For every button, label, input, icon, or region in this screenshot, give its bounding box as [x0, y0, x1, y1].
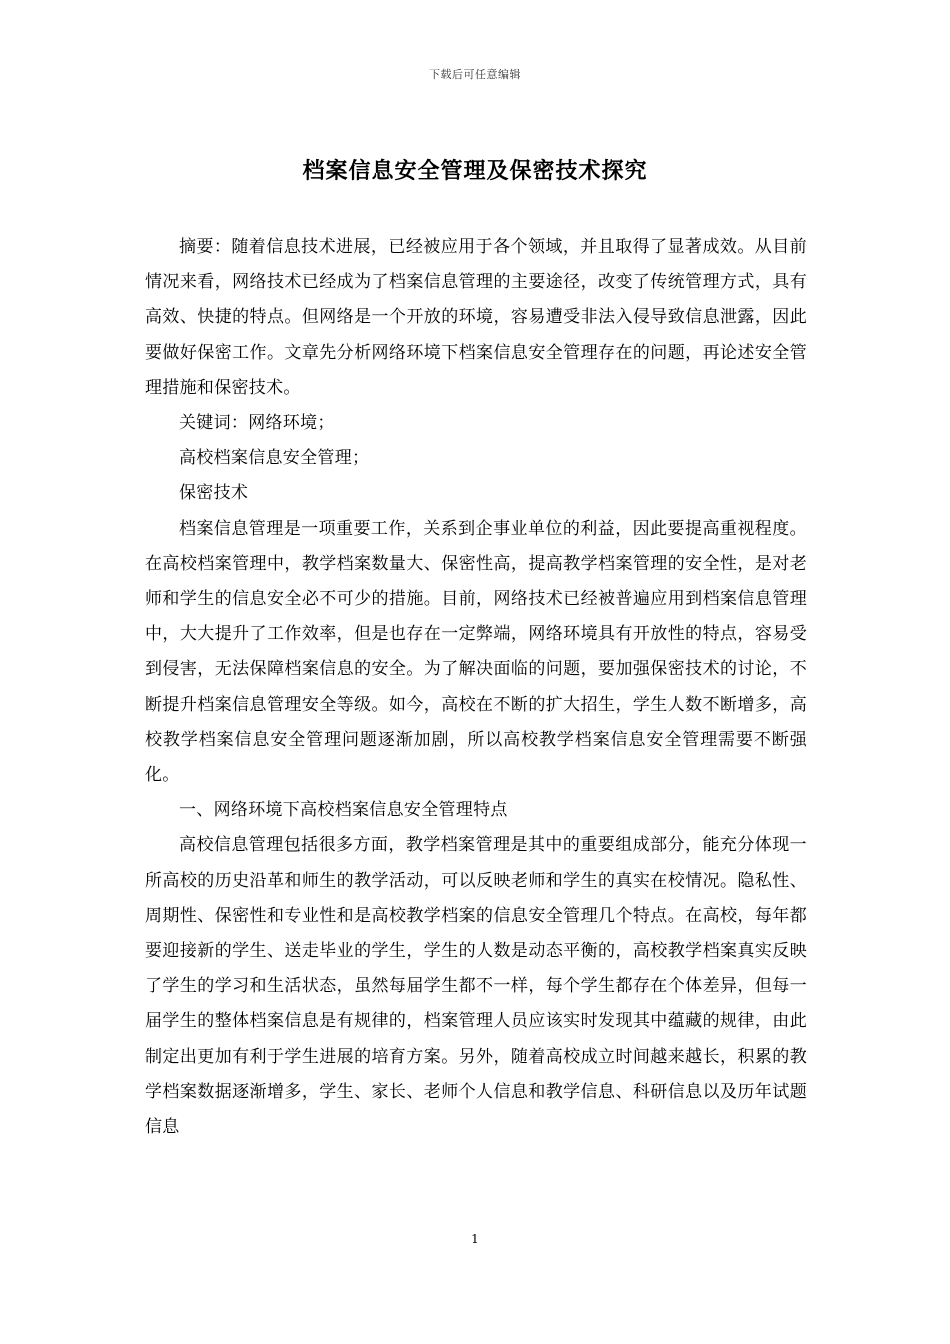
- intro-paragraph: 档案信息管理是一项重要工作，关系到企事业单位的利益，因此要提高重视程度。在高校档案管理中，教学档案数量大、保密性高，提高教学档案管理的安全性，是对老师和学生的信息安全必不可少的措施。目前，网络技术已经被普遍应用到档案信息管理中，大大提升了工作效率，但是也存在一定弊端，网络环境具有开放性的特点，容易受到侵害，无法保障档案信息的安全。为了解决面临的问题，要加强保密技术的讨论，不断提升档案信息管理安全等级。如今，高校在不断的扩大招生，学生人数不断增多，高校教学档案信息安全管理问题逐渐加剧，所以高校教学档案信息安全管理需要不断强化。: [145, 518, 807, 786]
- page-number: 1: [471, 1232, 479, 1246]
- keywords-line-2: 高校档案信息安全管理；: [179, 448, 370, 469]
- section-heading-1: 一、网络环境下高校档案信息安全管理特点: [179, 800, 508, 821]
- document-title: 档案信息安全管理及保密技术探究: [302, 158, 648, 184]
- section-1-paragraph: 高校信息管理包括很多方面，教学档案管理是其中的重要组成部分，能充分体现一所高校的历史沿革和师生的教学活动，可以反映老师和学生的真实在校情况。隐私性、周期性、保密性和专业性和是高校教学档案的信息安全管理几个特点。在高校，每年都要迎接新的学生、送走毕业的学生，学生的人数是动态平衡的，高校教学档案真实反映了学生的学习和生活状态，虽然每届学生都不一样，每个学生都存在个体差异，但每一届学生的整体档案信息是有规律的，档案管理人员应该实时发现其中蕴藏的规律，由此制定出更加有利于学生进展的培育方案。另外，随着高校成立时间越来越长，积累的教学档案数据逐渐增多，学生、家长、老师个人信息和教学信息、科研信息以及历年试题信息: [145, 835, 807, 1138]
- abstract-paragraph: 摘要：随着信息技术进展，已经被应用于各个领域，并且取得了显著成效。从目前情况来看，网络技术已经成为了档案信息管理的主要途径，改变了传统管理方式，具有高效、快捷的特点。但网络是一个开放的环境，容易遭受非法入侵导致信息泄露，因此要做好保密工作。文章先分析网络环境下档案信息安全管理存在的问题，再论述安全管理措施和保密技术。: [145, 237, 807, 398]
- document-body: [145, 230, 807, 1145]
- keywords-line-3: 保密技术: [179, 483, 249, 504]
- page-header-note: 下载后可任意编辑: [429, 68, 521, 81]
- keywords-line-1: 关键词：网络环境；: [179, 413, 335, 434]
